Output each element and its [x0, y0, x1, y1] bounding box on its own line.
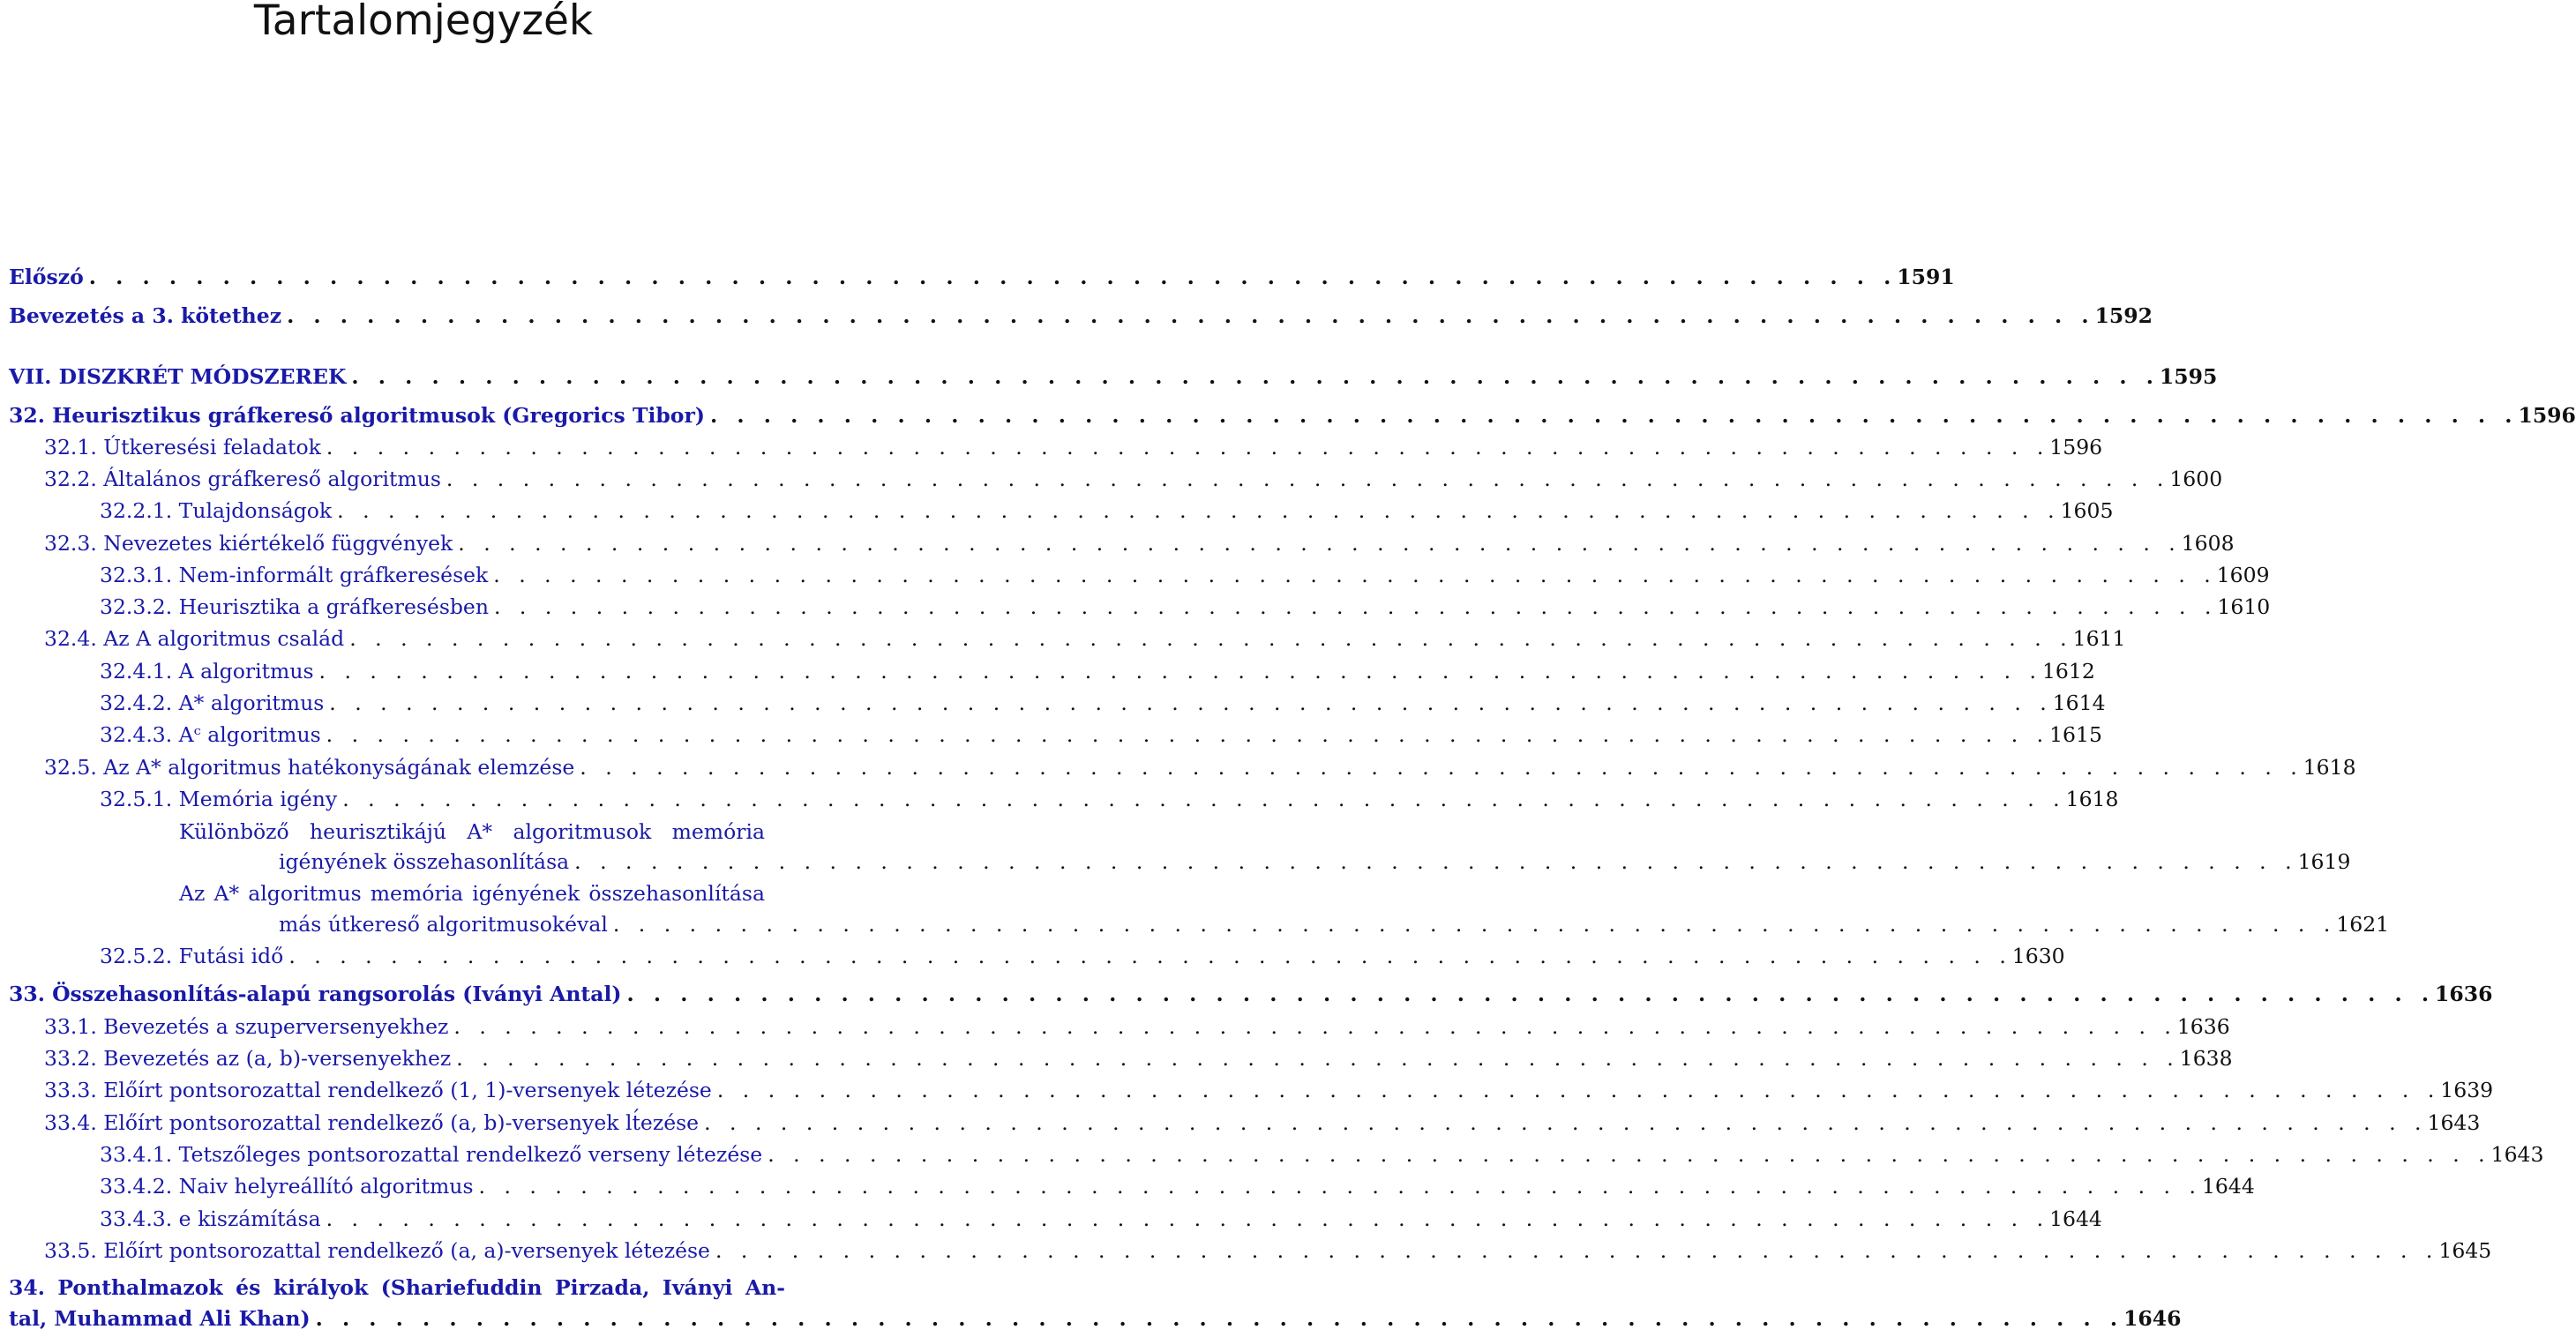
- toc-entry-label: 33.5. Előírt pontsorozattal rendelkező (a, a)-versenyek létezése: [44, 1238, 710, 1263]
- toc-entry-memory-heuristics[interactable]: [279, 848, 2351, 875]
- toc-entry-32-4-1[interactable]: [100, 658, 2095, 684]
- toc-entry-label: Előszó: [9, 265, 84, 289]
- dot-leader: . . . . . . . . . . . . . . . . . . . . . . . . . . . . . . . . . . . . . . . . . . . . . . . . . . . . . . . . . . . . . . . . . . . .: [88, 265, 1898, 289]
- toc-entry-33-4[interactable]: [44, 1109, 2481, 1136]
- dot-leader: . . . . . . . . . . . . . . . . . . . . . . . . . . . . . . . . . . . . . . . . . . . . . . . . . . . . . . . . . . . . . . . . . . . .: [612, 912, 2337, 937]
- toc-entry-32-5-1[interactable]: [100, 786, 2119, 812]
- toc-entry-label: 32.2.1. Tulajdonságok: [100, 498, 333, 523]
- toc-entry-page: 1639: [2440, 1078, 2494, 1102]
- toc-entry-label: más útkereső algoritmusokéval: [279, 912, 608, 937]
- toc-entry-label: 33.4.2. Naiv helyreállító algoritmus: [100, 1174, 474, 1199]
- toc-entry-bevezetes[interactable]: [9, 303, 2153, 329]
- toc-entry-32-4[interactable]: [44, 625, 2126, 652]
- toc-entry-32-4-2[interactable]: [100, 690, 2106, 716]
- toc-entry-33-4-3[interactable]: [100, 1206, 2102, 1232]
- toc-entry-label: 32.4. Az A algoritmus család: [44, 626, 345, 651]
- toc-entry-page: 1600: [2169, 467, 2223, 491]
- toc-entry-label: 32.4.1. A algoritmus: [100, 659, 314, 683]
- toc-entry-chapter-32[interactable]: [9, 402, 2576, 429]
- dot-leader: . . . . . . . . . . . . . . . . . . . . . . . . . . . . . . . . . . . . . . . . . . . . . . . . . . . . . . . . . . . . . . . . . . . .: [493, 594, 2218, 619]
- toc-entry-label: 32.5. Az A* algoritmus hatékonyságának elemzése: [44, 755, 575, 780]
- dot-leader: . . . . . . . . . . . . . . . . . . . . . . . . . . . . . . . . . . . . . . . . . . . . . . . . . . . . . . . . . . . . . . . . . . . .: [453, 1014, 2177, 1039]
- dot-leader: . . . . . . . . . . . . . . . . . . . . . . . . . . . . . . . . . . . . . . . . . . . . . . . . . . . . . . . . . . . . . . . . . . . .: [337, 498, 2061, 523]
- toc-entry-page: 1609: [2216, 563, 2270, 587]
- dot-leader: . . . . . . . . . . . . . . . . . . . . . . . . . . . . . . . . . . . . . . . . . . . . . . . . . . . . . . . . . . . . . . . . . . . .: [326, 435, 2050, 459]
- dot-leader: . . . . . . . . . . . . . . . . . . . . . . . . . . . . . . . . . . . . . . . . . . . . . . . . . . . . . . . . . . . . . . . . . . . .: [326, 722, 2050, 747]
- toc-entry-label: 32.4.3. Aᶜ algoritmus: [100, 722, 321, 747]
- toc-entry-page: 1646: [2123, 1306, 2182, 1331]
- toc-entry-32-2-1[interactable]: [100, 497, 2114, 524]
- toc-entry-page: 1591: [1897, 265, 1955, 289]
- toc-entry-label: 32. Heurisztikus gráfkereső algoritmusok (Gregorics Tibor): [9, 403, 705, 428]
- toc-entry-page: 1618: [2065, 787, 2119, 811]
- toc-entry-page: 1596: [2049, 435, 2103, 459]
- toc-entry-label: 32.1. Útkeresési feladatok: [44, 435, 321, 459]
- toc-entry-label: 33.4.3. e kiszámítása: [100, 1206, 321, 1231]
- toc-entry-33-5[interactable]: [44, 1237, 2492, 1264]
- toc-entry-chapter-34[interactable]: [9, 1305, 2182, 1332]
- toc-entry-part-vii[interactable]: [9, 363, 2218, 390]
- toc-entry-page: 1595: [2159, 364, 2218, 389]
- dot-leader: . . . . . . . . . . . . . . . . . . . . . . . . . . . . . . . . . . . . . . . . . . . . . . . . . . . . . . . . . . . . . . . . . . . .: [287, 303, 2095, 328]
- toc-entry-label: 33. Összehasonlítás-alapú rangsorolás (Iványi Antal): [9, 982, 622, 1006]
- toc-entry-32-3-2[interactable]: [100, 594, 2271, 620]
- dot-leader: . . . . . . . . . . . . . . . . . . . . . . . . . . . . . . . . . . . . . . . . . . . . . . . . . . . . . . . . . . . . . . . . . . . .: [478, 1174, 2202, 1199]
- dot-leader: . . . . . . . . . . . . . . . . . . . . . . . . . . . . . . . . . . . . . . . . . . . . . . . . . . . . . . . . . . . . . . . . . . . .: [704, 1110, 2428, 1135]
- toc-entry-page: 1636: [2176, 1014, 2230, 1039]
- toc-entry-page: 1611: [2072, 626, 2126, 651]
- toc-entry-32-4-3[interactable]: [100, 721, 2102, 748]
- toc-entry-eloszo[interactable]: [9, 264, 1955, 290]
- toc-entry-label: 33.4. Előírt pontsorozattal rendelkező (a, b)-versenyek lt́ezése: [44, 1110, 700, 1135]
- dot-leader: . . . . . . . . . . . . . . . . . . . . . . . . . . . . . . . . . . . . . . . . . . . . . . . . . . . . . . . . . . . . . . . . . . . .: [709, 403, 2519, 428]
- toc-entry-page: 1638: [2179, 1046, 2233, 1071]
- toc-entry-label-line1[interactable]: 34. Ponthalmazok és királyok (Shariefuddin Pirzada, Iványi An-: [9, 1275, 785, 1300]
- toc-entry-label: 32.3.1. Nem-informált gráfkeresések: [100, 563, 489, 587]
- dot-leader: . . . . . . . . . . . . . . . . . . . . . . . . . . . . . . . . . . . . . . . . . . . . . . . . . . . . . . . . . . . . . . . . . . . .: [349, 626, 2073, 651]
- dot-leader: . . . . . . . . . . . . . . . . . . . . . . . . . . . . . . . . . . . . . . . . . . . . . . . . . . . . . . . . . . . . . . . . . . . .: [351, 364, 2160, 389]
- toc-entry-label: 32.2. Általános gráfkereső algoritmus: [44, 467, 441, 491]
- dot-leader: . . . . . . . . . . . . . . . . . . . . . . . . . . . . . . . . . . . . . . . . . . . . . . . . . . . . . . . . . . . . . . . . . . . .: [458, 531, 2182, 556]
- dot-leader: . . . . . . . . . . . . . . . . . . . . . . . . . . . . . . . . . . . . . . . . . . . . . . . . . . . . . . . . . . . . . . . . . . . .: [326, 1206, 2050, 1231]
- toc-entry-page: 1592: [2094, 303, 2153, 328]
- toc-entry-32-3[interactable]: [44, 530, 2235, 556]
- toc-entry-label: 32.5.2. Futási idő: [100, 944, 284, 968]
- dot-leader: . . . . . . . . . . . . . . . . . . . . . . . . . . . . . . . . . . . . . . . . . . . . . . . . . . . . . . . . . . . . . . . . . . . .: [716, 1078, 2441, 1102]
- toc-entry-label: tal, Muhammad Ali Khan): [9, 1306, 311, 1331]
- toc-entry-label: Bevezetés a 3. kötethez: [9, 303, 282, 328]
- toc-entry-label: 33.4.1. Tetszőleges pontsorozattal rendelkező verseny létezése: [100, 1142, 763, 1167]
- toc-entry-33-3[interactable]: [44, 1077, 2494, 1103]
- toc-entry-page: 1619: [2297, 849, 2351, 874]
- toc-entry-page: 1608: [2181, 531, 2235, 556]
- toc-entry-page: 1621: [2336, 912, 2390, 937]
- toc-entry-page: 1618: [2303, 755, 2356, 780]
- toc-entry-page: 1596: [2518, 403, 2576, 428]
- toc-entry-label: 33.1. Bevezetés a szuperversenyekhez: [44, 1014, 449, 1039]
- dot-leader: . . . . . . . . . . . . . . . . . . . . . . . . . . . . . . . . . . . . . . . . . . . . . . . . . . . . . . . . . . . . . . . . . . . .: [318, 659, 2042, 683]
- dot-leader: . . . . . . . . . . . . . . . . . . . . . . . . . . . . . . . . . . . . . . . . . . . . . . . . . . . . . . . . . . . . . . . . . . . .: [768, 1142, 2491, 1167]
- toc-entry-page: 1610: [2217, 594, 2271, 619]
- toc-entry-label: VII. DISZKRÉT MÓDSZEREK: [9, 364, 347, 389]
- toc-entry-33-4-1[interactable]: [100, 1141, 2544, 1168]
- dot-leader: . . . . . . . . . . . . . . . . . . . . . . . . . . . . . . . . . . . . . . . . . . . . . . . . . . . . . . . . . . . . . . . . . . . .: [329, 691, 2053, 715]
- toc-entry-page: 1645: [2438, 1238, 2492, 1263]
- toc-entry-page: 1644: [2201, 1174, 2255, 1199]
- dot-leader: . . . . . . . . . . . . . . . . . . . . . . . . . . . . . . . . . . . . . . . . . . . . . . . . . . . . . . . . . . . . . . . . . . . .: [342, 787, 2066, 811]
- toc-entry-page: 1643: [2490, 1142, 2544, 1167]
- toc-entry-memory-compare[interactable]: [279, 911, 2390, 937]
- toc-entry-page: 1644: [2049, 1206, 2102, 1231]
- toc-entry-page: 1614: [2052, 691, 2106, 715]
- toc-entry-page: 1605: [2060, 498, 2114, 523]
- toc-entry-page: 1615: [2049, 722, 2102, 747]
- toc-entry-label-line1[interactable]: Különböző heurisztikájú A* algoritmusok memória: [179, 819, 765, 844]
- toc-entry-32-1[interactable]: [44, 434, 2103, 460]
- dot-leader: . . . . . . . . . . . . . . . . . . . . . . . . . . . . . . . . . . . . . . . . . . . . . . . . . . . . . . . . . . . . . . . . . . . .: [574, 849, 2298, 874]
- page-title: Tartalomjegyzék: [253, 0, 594, 45]
- dot-leader: . . . . . . . . . . . . . . . . . . . . . . . . . . . . . . . . . . . . . . . . . . . . . . . . . . . . . . . . . . . . . . . . . . . .: [493, 563, 2217, 587]
- dot-leader: . . . . . . . . . . . . . . . . . . . . . . . . . . . . . . . . . . . . . . . . . . . . . . . . . . . . . . . . . . . . . . . . . . . .: [626, 982, 2436, 1006]
- toc-entry-33-2[interactable]: [44, 1045, 2233, 1072]
- toc-entry-32-5[interactable]: [44, 754, 2356, 781]
- dot-leader: . . . . . . . . . . . . . . . . . . . . . . . . . . . . . . . . . . . . . . . . . . . . . . . . . . . . . . . . . . . . . . . . . . . .: [446, 467, 2170, 491]
- toc-entry-label: 32.5.1. Memória igény: [100, 787, 338, 811]
- toc-entry-chapter-33[interactable]: [9, 981, 2493, 1007]
- toc-entry-33-1[interactable]: [44, 1013, 2230, 1040]
- toc-entry-33-4-2[interactable]: [100, 1173, 2255, 1199]
- dot-leader: . . . . . . . . . . . . . . . . . . . . . . . . . . . . . . . . . . . . . . . . . . . . . . . . . . . . . . . . . . . . . . . . . . . .: [715, 1238, 2439, 1263]
- toc-entry-label: 32.3. Nevezetes kiértékelő függvények: [44, 531, 453, 556]
- toc-entry-32-3-1[interactable]: [100, 562, 2270, 588]
- toc-entry-label: 32.3.2. Heurisztika a gráfkeresésben: [100, 594, 489, 619]
- toc-entry-32-5-2[interactable]: [100, 943, 2065, 969]
- toc-entry-label: igényének összehasonlítása: [279, 849, 570, 874]
- toc-entry-label: 33.3. Előírt pontsorozattal rendelkező (1, 1)-versenyek létezése: [44, 1078, 712, 1102]
- toc-entry-label: 32.4.2. A* algoritmus: [100, 691, 325, 715]
- dot-leader: . . . . . . . . . . . . . . . . . . . . . . . . . . . . . . . . . . . . . . . . . . . . . . . . . . . . . . . . . . . . . . . . . . . .: [315, 1306, 2124, 1331]
- toc-entry-32-2[interactable]: [44, 466, 2223, 492]
- toc-entry-page: 1630: [2011, 944, 2065, 968]
- toc-entry-page: 1612: [2041, 659, 2095, 683]
- dot-leader: . . . . . . . . . . . . . . . . . . . . . . . . . . . . . . . . . . . . . . . . . . . . . . . . . . . . . . . . . . . . . . . . . . . .: [456, 1046, 2180, 1071]
- toc-entry-label: 33.2. Bevezetés az (a, b)-versenyekhez: [44, 1046, 452, 1071]
- toc-entry-page: 1643: [2427, 1110, 2481, 1135]
- dot-leader: . . . . . . . . . . . . . . . . . . . . . . . . . . . . . . . . . . . . . . . . . . . . . . . . . . . . . . . . . . . . . . . . . . . .: [580, 755, 2303, 780]
- toc-entry-label-line1[interactable]: Az A* algoritmus memória igényének összehasonlítása: [179, 881, 765, 906]
- toc-entry-page: 1636: [2435, 982, 2493, 1006]
- dot-leader: . . . . . . . . . . . . . . . . . . . . . . . . . . . . . . . . . . . . . . . . . . . . . . . . . . . . . . . . . . . . . . . . . . . .: [288, 944, 2012, 968]
